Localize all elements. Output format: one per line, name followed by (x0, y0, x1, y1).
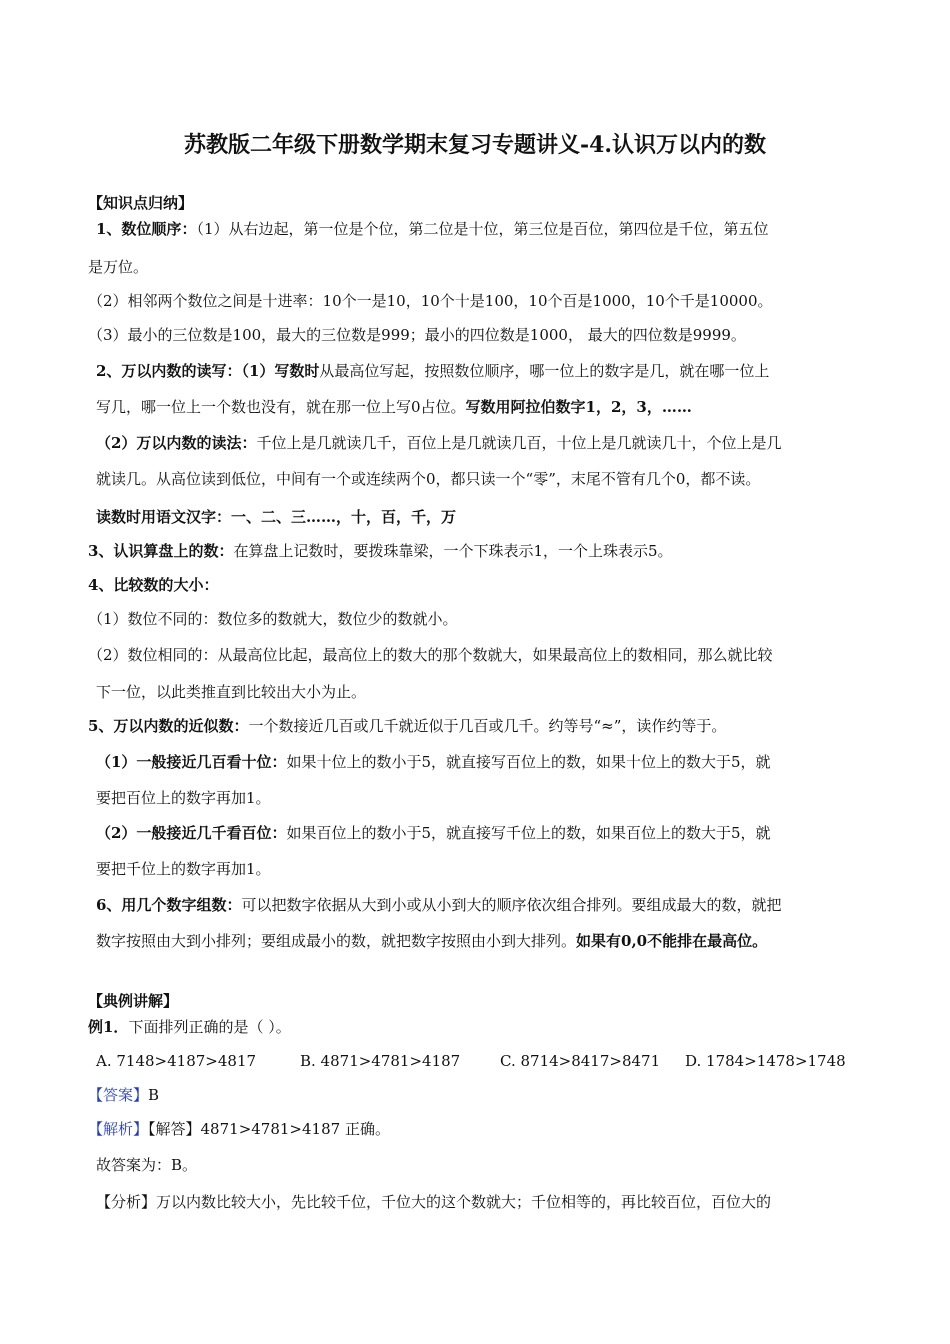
knowledge-5-line-5: 要把千位上的数字再加1。 (96, 860, 271, 878)
knowledge-5-text: 一个数接近几百或几千就近似于几百或几千。约等号“≈”，读作约等于。 (248, 717, 727, 735)
thousands-heading: （2）一般接近几千看百位： (96, 824, 287, 842)
knowledge-5-heading: 5、万以内数的近似数： (88, 717, 249, 735)
knowledge-2-line-1 (96, 361, 769, 381)
knowledge-2-line-4: 就读几。从高位读到低位，中间有一个或连续两个0，都只读一个“零”，末尾不管有几个0，都不读。 (96, 470, 761, 488)
write-text-2: 写几，哪一位上一个数也没有，就在那一位上写0占位。 (96, 398, 466, 416)
section-heading-knowledge: 【知识点归纳】 (88, 194, 194, 212)
knowledge-6-line-1 (96, 895, 781, 915)
knowledge-6-text-2: 数字按照由大到小排列；要组成最小的数，就把数字按照由小到大排列。 (96, 932, 577, 950)
write-heading: （1）写数时 (241, 362, 320, 380)
knowledge-5-line-1 (88, 716, 726, 736)
answer-value: B (148, 1086, 160, 1104)
write-bold-note: 写数用阿拉伯数字1，2，3，…… (465, 398, 692, 416)
knowledge-1-line-1 (96, 219, 769, 239)
hundreds-heading: （1）一般接近几百看十位： (96, 753, 287, 771)
option-a: A. 7148>4187>4817 (96, 1052, 257, 1070)
answer-label: 【答案】 (88, 1086, 149, 1104)
knowledge-2-line-2 (96, 397, 692, 417)
knowledge-1-line-2: 是万位。 (88, 258, 149, 276)
knowledge-4-line-3: 下一位，以此类推直到比较出大小为止。 (96, 683, 367, 701)
knowledge-6-text: 可以把数字依据从大到小或从小到大的顺序依次组合排列。要组成最大的数，就把 (241, 896, 782, 914)
knowledge-1-heading: 1、数位顺序： (96, 220, 197, 238)
section-heading-examples: 【典例讲解】 (88, 992, 179, 1010)
analysis-line (88, 1119, 390, 1139)
knowledge-4-line-2: （2）数位相同的：从最高位比起，最高位上的数大的那个数就大，如果最高位上的数相同，那么就比较 (88, 646, 773, 664)
option-b: B. 4871>4781>4187 (300, 1052, 461, 1070)
knowledge-6-heading: 6、用几个数字组数： (96, 896, 242, 914)
read-heading: （2）万以内数的读法： (96, 434, 257, 452)
answer-line (88, 1085, 159, 1105)
hundreds-text: 如果十位上的数小于5，就直接写百位上的数，如果十位上的数大于5，就 (286, 753, 771, 771)
knowledge-1-text: （1）从右边起，第一位是个位，第二位是十位，第三位是百位，第四位是千位，第五位 (196, 220, 769, 238)
read-bold-note: 读数时用语文汉字：一、二、三……，十，百，千，万 (96, 508, 457, 526)
knowledge-5-line-2 (96, 752, 771, 772)
analysis-label: 【解析】 (88, 1120, 149, 1138)
knowledge-1-line-4: （3）最小的三位数是100，最大的三位数是999；最小的四位数是1000， 最大的四位数是9999。 (88, 326, 746, 344)
knowledge-5-line-3: 要把百位上的数字再加1。 (96, 789, 271, 807)
option-d: D. 1784>1478>1748 (685, 1052, 846, 1070)
knowledge-3-line (88, 541, 673, 561)
thousands-text: 如果百位上的数小于5，就直接写千位上的数，如果百位上的数大于5，就 (286, 824, 771, 842)
knowledge-6-bold-note: 如果有0,0不能排在最高位。 (576, 932, 768, 950)
knowledge-4-heading: 4、比较数的大小： (88, 576, 219, 594)
example-1-question-text: 下面排列正确的是（ ）。 (128, 1018, 291, 1036)
knowledge-2-line-3 (96, 433, 781, 453)
example-1-label: 例1． (88, 1018, 129, 1036)
page-title: 苏教版二年级下册数学期末复习专题讲义-4.认识万以内的数 (183, 132, 767, 158)
conclusion-line: 故答案为：B。 (96, 1156, 198, 1174)
knowledge-5-line-4 (96, 823, 771, 843)
knowledge-3-text: 在算盘上记数时，要拨珠靠梁，一个下珠表示1，一个上珠表示5。 (233, 542, 673, 560)
write-text: 从最高位写起，按照数位顺序，哪一位上的数字是几，就在哪一位上 (319, 362, 770, 380)
example-1-question (88, 1017, 291, 1037)
knowledge-4-line-1: （1）数位不同的：数位多的数就大，数位少的数就小。 (88, 610, 458, 628)
analysis-text: 【解答】4871>4781>4187 正确。 (148, 1120, 390, 1138)
knowledge-2-heading: 2、万以内数的读写： (96, 362, 242, 380)
read-text: 千位上是几就读几千，百位上是几就读几百，十位上是几就读几十，个位上是几 (256, 434, 782, 452)
knowledge-3-heading: 3、认识算盘上的数： (88, 542, 234, 560)
fenxi-line: 【分析】万以内数比较大小，先比较千位，千位大的这个数就大；千位相等的，再比较百位，百位大的 (96, 1193, 772, 1211)
knowledge-6-line-2 (96, 931, 767, 951)
option-c: C. 8714>8417>8471 (500, 1052, 661, 1070)
knowledge-1-line-3: （2）相邻两个数位之间是十进率：10个一是10，10个十是100，10个百是1000，10个千是10000。 (88, 292, 773, 310)
